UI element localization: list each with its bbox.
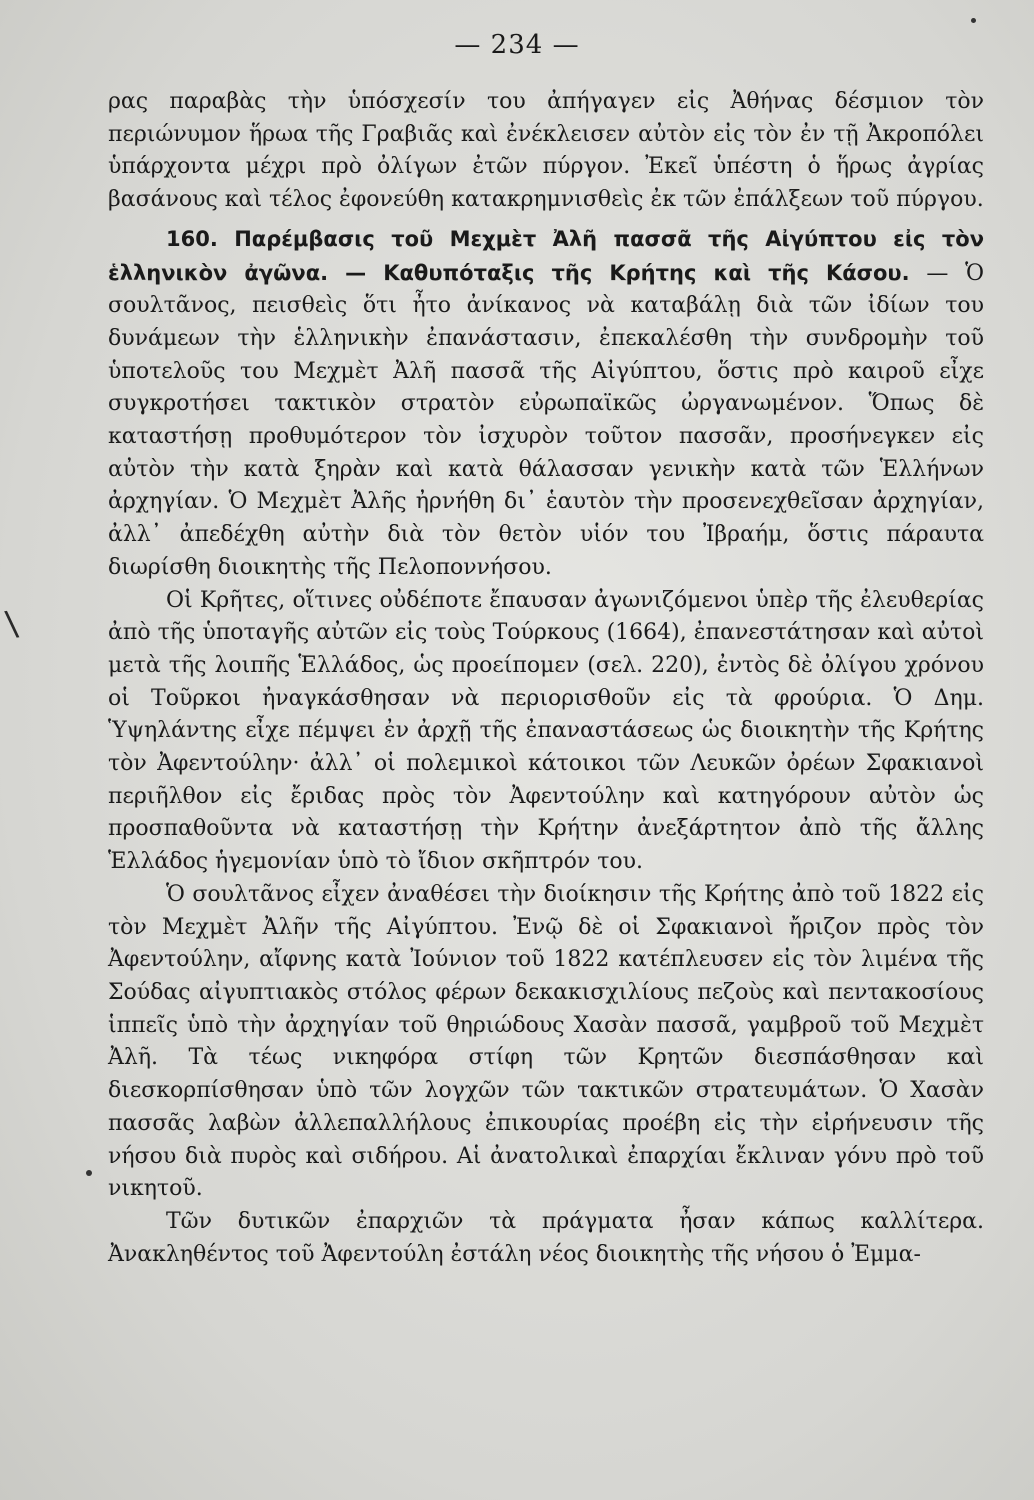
section-body: — Ὁ σουλτᾶνος, πεισθεὶς ὅτι ἦτο ἀνίκανος νὰ καταβάλῃ διὰ τῶν ἰδίων του δυνάμεων τὴν ἑλληνικὴν ἐπανάστασιν, ἐπεκαλέσθη τὴν συνδρομὴν τοῦ ὑποτελοῦς του Μεχμὲτ Ἀλῆ πασσᾶ τῆς Αἰγύπτου, ὅστις πρὸ καιροῦ εἶχε συγκροτήσει τακτικὸν στρατὸν εὐρωπαϊκῶς ὠργανωμένον. Ὅπως δὲ καταστήσῃ προθυμότερον τὸν ἰσχυρὸν τοῦτον πασσᾶν, προσήνεγκεν εἰς αὐτὸν τὴν κατὰ ξηρὰν καὶ κατὰ θάλασσαν γενικὴν κατὰ τῶν Ἑλλήνων ἀρχηγίαν. Ὁ Μεχμὲτ Ἀλῆς ἠρνήθη δι᾽ ἑαυτὸν τὴν προσενεχθεῖσαν ἀρχηγίαν, ἀλλ᾽ ἀπεδέχθη αὐτὴν διὰ τὸν θετὸν υἱόν του Ἰβραήμ, ὅστις πάραυτα διωρίσθη διοικητὴς τῆς Πελοποννήσου. [108, 260, 984, 580]
paragraph: Τῶν δυτικῶν ἐπαρχιῶν τὰ πράγματα ἦσαν κάπως καλλίτερα. Ἀνακληθέντος τοῦ Ἀφεντούλη ἐστάλη νέος διοικητὴς τῆς νήσου ὁ Ἐμμα- [108, 1208, 984, 1267]
paragraph: Οἱ Κρῆτες, οἵτινες οὐδέποτε ἔπαυσαν ἀγωνιζόμενοι ὑπὲρ τῆς ἐλευθερίας ἀπὸ τῆς ὑποταγῆς αὐτῶν εἰς τοὺς Τούρκους (1664), ἐπανεστάτησαν καὶ αὐτοὶ μετὰ τῆς λοιπῆς Ἑλλάδος, ὡς προείπομεν (σελ. 220), ἐντὸς δὲ ὀλίγου χρόνου οἱ Τοῦρκοι ἠναγκάσθησαν νὰ περιορισθοῦν εἰς τὰ φρούρια. Ὁ Δημ. Ὑψηλάντης εἶχε πέμψει ἐν ἀρχῇ τῆς ἐπαναστάσεως ὡς διοικητὴν τῆς Κρήτης τὸν Ἀφεντούλην· ἀλλ᾽ οἱ πολεμικοὶ κάτοικοι τῶν Λευκῶν ὀρέων Σφακιανοὶ περιῆλθον εἰς ἔριδας πρὸς τὸν Ἀφεντούλην καὶ κατηγόρουν αὐτὸν ὡς προσπαθοῦντα νὰ καταστήσῃ τὴν Κρήτην ἀνεξάρτητον ἀπὸ τῆς ἄλλης Ἑλλάδος ἡγεμονίαν ὑπὸ τὸ ἴδιον σκῆπτρόν του. [108, 587, 984, 875]
body-text [108, 86, 984, 1271]
paragraph-continuation: ρας παραβὰς τὴν ὑπόσχεσίν του ἀπήγαγεν εἰς Ἀθήνας δέσμιον τὸν περιώνυμον ἥρωα τῆς Γραβιᾶς καὶ ἐνέκλεισεν αὐτὸν εἰς τὸν ἐν τῇ Ἀκροπόλει ὑπάρχοντα μέχρι πρὸ ὀλίγων ἐτῶν πύργον. Ἐκεῖ ὑπέστη ὁ ἥρως ἀγρίας βασάνους καὶ τέλος ἐφονεύθη κατακρημνισθεὶς ἐκ τῶν ἐπάλξεων τοῦ πύργου. [108, 89, 984, 213]
section-paragraph [108, 223, 984, 585]
margin-dot-mark [971, 18, 976, 23]
section-title: 160. Παρέμβασις τοῦ Μεχμὲτ Ἀλῆ πασσᾶ τῆς Αἰγύπτου εἰς τὸν ἑλληνικὸν ἀγῶνα. — Καθυπόταξις τῆς Κρήτης καὶ τῆς Κάσου. [108, 226, 984, 285]
margin-dot-mark [86, 1170, 92, 1176]
margin-pencil-mark: \ [3, 603, 21, 645]
paragraph: Ὁ σουλτᾶνος εἶχεν ἀναθέσει τὴν διοίκησιν τῆς Κρήτης ἀπὸ τοῦ 1822 εἰς τὸν Μεχμὲτ Ἀλῆν τῆς Αἰγύπτου. Ἐνῷ δὲ οἱ Σφακιανοὶ ἤριζον πρὸς τὸν Ἀφεντούλην, αἴφνης κατὰ Ἰούνιον τοῦ 1822 κατέπλευσεν εἰς τὸν λιμένα τῆς Σούδας αἰγυπτιακὸς στόλος φέρων δεκακισχιλίους πεζοὺς καὶ πεντακοσίους ἱππεῖς ὑπὸ τὴν ἀρχηγίαν τοῦ θηριώδους Χασὰν πασσᾶ, γαμβροῦ τοῦ Μεχμὲτ Ἀλῆ. Τὰ τέως νικηφόρα στίφη τῶν Κρητῶν διεσπάσθησαν καὶ διεσκορπίσθησαν ὑπὸ τῶν λογχῶν τῶν τακτικῶν στρατευμάτων. Ὁ Χασὰν πασσᾶς λαβὼν ἀλλεπαλλήλους ἐπικουρίας προέβη εἰς τὴν εἰρήνευσιν τῆς νήσου διὰ πυρὸς καὶ σιδήρου. Αἱ ἀνατολικαὶ ἐπαρχίαι ἔκλιναν γόνυ πρὸ τοῦ νικητοῦ. [108, 881, 984, 1202]
page-number: — 234 — [454, 30, 580, 60]
